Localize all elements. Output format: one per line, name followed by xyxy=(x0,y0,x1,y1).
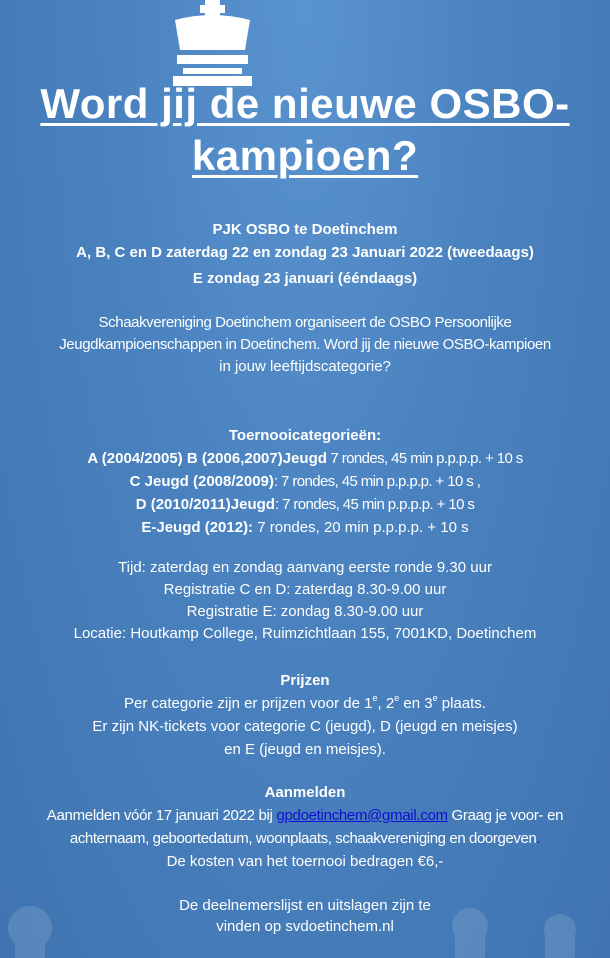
info-time: Tijd: zaterdag en zondag aanvang eerste ronde 9.30 uur xyxy=(118,559,492,576)
footer-line: De deelnemerslijst en uitslagen zijn te xyxy=(179,897,431,914)
chess-pieces-background xyxy=(0,898,610,958)
intro-line: Schaakvereniging Doetinchem organiseert de OSBO Persoonlijke xyxy=(98,314,512,331)
category-d-format: : 7 rondes, 45 min p.p.p.p. + 10 s xyxy=(274,496,475,513)
category-line xyxy=(0,493,610,516)
page-title xyxy=(0,78,610,182)
category-d-label: D (2010/2011)Jeugd xyxy=(135,496,275,513)
info-section xyxy=(0,557,610,645)
prizes-nk-tickets-cont: en E (jeugd en meisjes). xyxy=(224,741,386,758)
title-line-1: Word jij de nieuwe OSBO- xyxy=(40,80,570,127)
event-header xyxy=(0,218,610,290)
signup-cost: De kosten van het toernooi bedragen €6,- xyxy=(166,853,444,870)
email-link[interactable]: gpdoetinchem@gmail.com xyxy=(276,807,448,824)
category-c-label: C Jeugd (2008/2009) xyxy=(129,473,274,490)
category-e-label: E-Jeugd (2012): xyxy=(141,519,254,536)
info-location: Locatie: Houtkamp College, Ruimzichtlaan 155, 7001KD, Doetinchem xyxy=(73,625,537,642)
signup-line: Aanmelden vóór 17 januari 2022 bij gpdoetinchem@gmail.com Graag je voor- en xyxy=(46,807,564,824)
category-line xyxy=(0,447,610,470)
prizes-line: Per categorie zijn er prijzen voor de 1e, 2e en 3e plaats. xyxy=(124,693,486,712)
prizes-section xyxy=(0,669,610,761)
intro-text xyxy=(0,312,610,378)
intro-line: in jouw leeftijdscategorie? xyxy=(219,358,391,375)
signup-line: achternaam, geboortedatum, woonplaats, schaakvereniging en doorgeven. xyxy=(69,830,541,847)
title-line-2: kampioen? xyxy=(191,132,419,179)
category-c-format: : 7 rondes, 45 min p.p.p.p. + 10 s , xyxy=(273,473,481,490)
signup-heading: Aanmelden xyxy=(264,784,346,801)
event-dates-e: E zondag 23 januari (ééndaags) xyxy=(192,270,418,287)
intro-line: Jeugdkampioenschappen in Doetinchem. Word jij de nieuwe OSBO-kampioen xyxy=(59,336,551,353)
category-ab-format: 7 rondes, 45 min p.p.p.p. + 10 s xyxy=(326,450,523,467)
footer-line: vinden op svdoetinchem.nl xyxy=(216,918,394,935)
king-piece-icon xyxy=(165,0,260,88)
categories-heading: Toernooicategorieën: xyxy=(228,427,382,444)
categories-section xyxy=(0,424,610,539)
category-line xyxy=(0,470,610,493)
prizes-nk-tickets: Er zijn NK-tickets voor categorie C (jeugd), D (jeugd en meisjes) xyxy=(92,718,518,735)
signup-section xyxy=(0,781,610,873)
category-line xyxy=(0,516,610,539)
event-name: PJK OSBO te Doetinchem xyxy=(212,221,398,238)
info-registration-cd: Registratie C en D: zaterdag 8.30-9.00 uur xyxy=(163,581,447,598)
category-ab-label: A (2004/2005) B (2006,2007)Jeugd xyxy=(87,450,327,467)
info-registration-e: Registratie E: zondag 8.30-9.00 uur xyxy=(186,603,424,620)
category-e-format: 7 rondes, 20 min p.p.p.p. + 10 s xyxy=(253,519,469,536)
event-dates-abcd: A, B, C en D zaterdag 22 en zondag 23 Januari 2022 (tweedaags) xyxy=(76,244,534,261)
prizes-heading: Prijzen xyxy=(280,672,330,689)
